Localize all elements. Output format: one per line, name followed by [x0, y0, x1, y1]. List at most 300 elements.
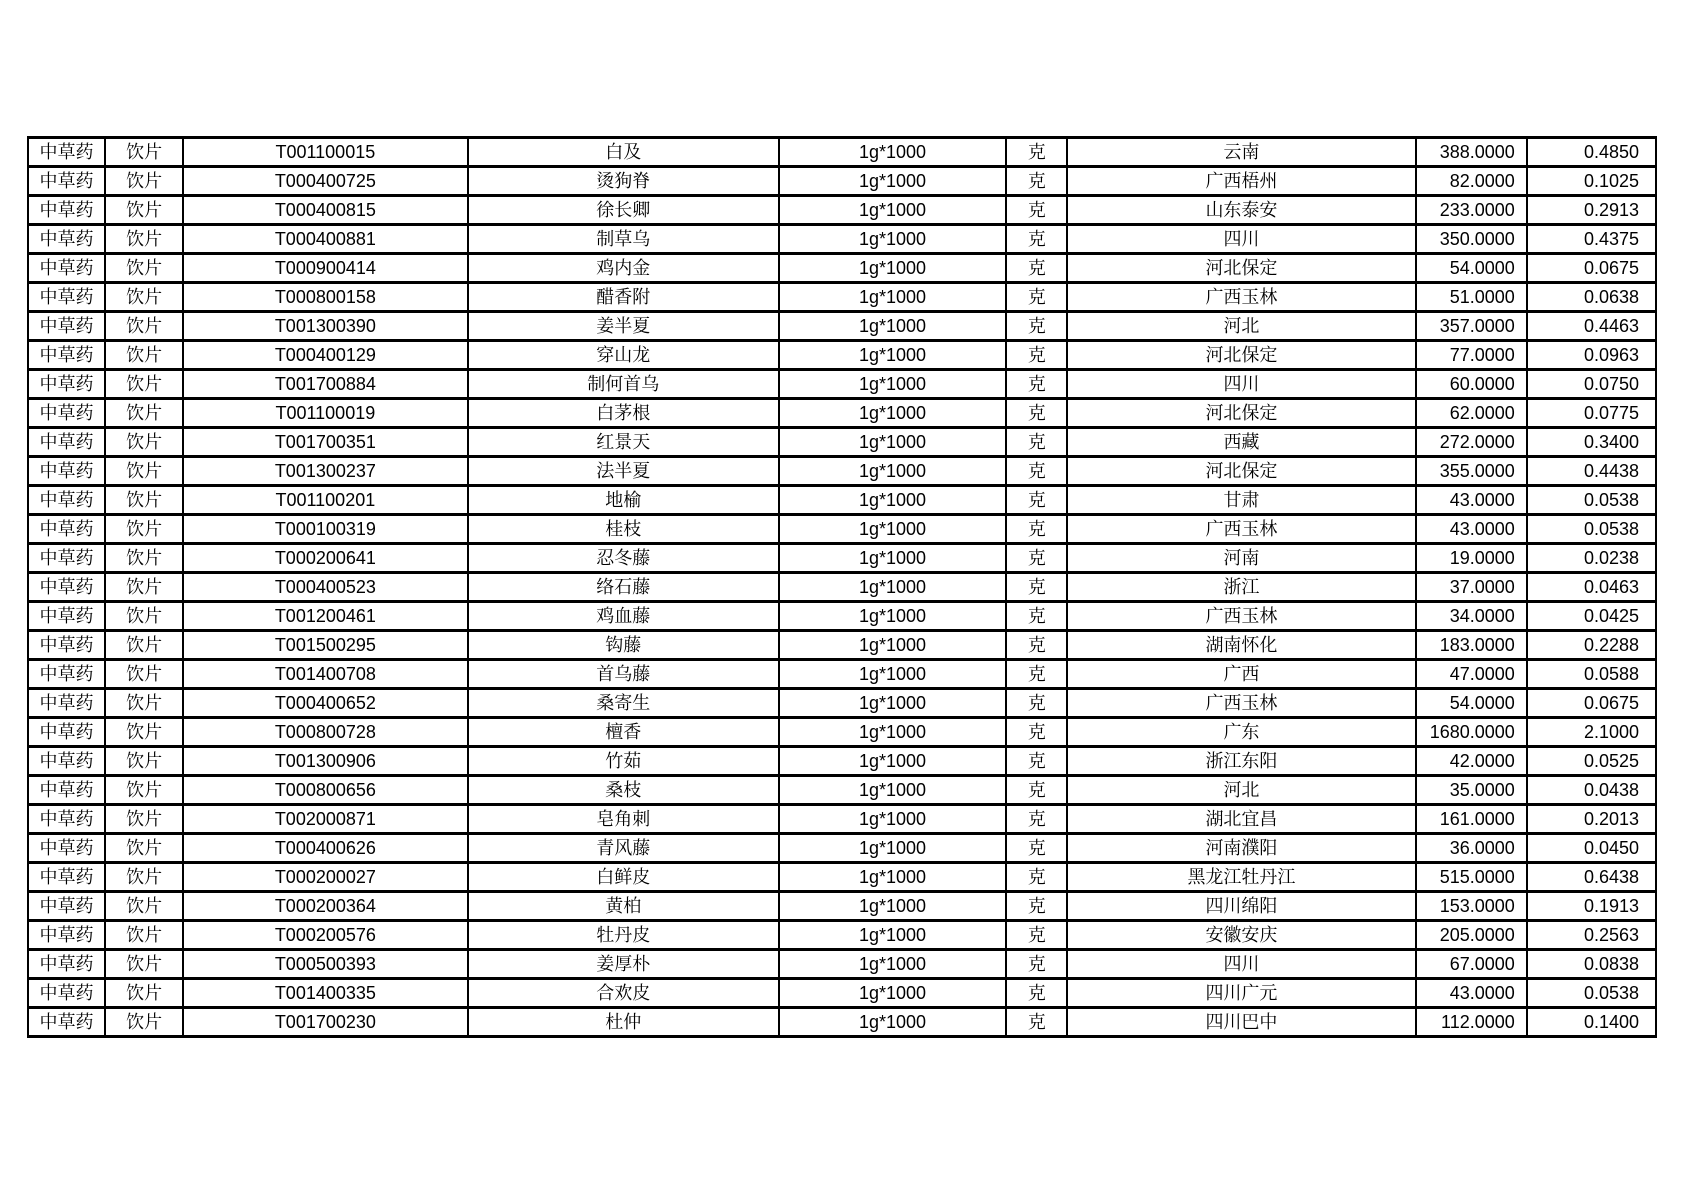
table-row	[28, 834, 1656, 863]
cell-unit: 克	[1006, 283, 1067, 312]
cell-spec: 1g*1000	[779, 341, 1006, 370]
cell-unit_price: 0.1400	[1527, 1008, 1656, 1037]
cell-category: 中草药	[28, 834, 105, 863]
cell-origin: 广西玉林	[1067, 283, 1415, 312]
cell-price: 388.0000	[1416, 138, 1527, 167]
table-row	[28, 660, 1656, 689]
cell-origin: 河北	[1067, 312, 1415, 341]
cell-form: 饮片	[105, 805, 183, 834]
cell-category: 中草药	[28, 979, 105, 1008]
cell-unit_price: 0.2013	[1527, 805, 1656, 834]
cell-product_name: 首乌藤	[468, 660, 779, 689]
cell-spec: 1g*1000	[779, 776, 1006, 805]
table-row	[28, 283, 1656, 312]
cell-unit_price: 0.2913	[1527, 196, 1656, 225]
cell-form: 饮片	[105, 138, 183, 167]
cell-form: 饮片	[105, 283, 183, 312]
cell-unit_price: 0.0525	[1527, 747, 1656, 776]
cell-product_name: 白茅根	[468, 399, 779, 428]
cell-unit: 克	[1006, 689, 1067, 718]
cell-product_name: 白及	[468, 138, 779, 167]
cell-origin: 四川	[1067, 950, 1415, 979]
cell-unit_price: 0.0588	[1527, 660, 1656, 689]
table-row	[28, 747, 1656, 776]
cell-category: 中草药	[28, 225, 105, 254]
cell-spec: 1g*1000	[779, 747, 1006, 776]
table-row	[28, 631, 1656, 660]
cell-product_name: 法半夏	[468, 457, 779, 486]
cell-unit: 克	[1006, 225, 1067, 254]
cell-price: 43.0000	[1416, 979, 1527, 1008]
cell-spec: 1g*1000	[779, 283, 1006, 312]
cell-spec: 1g*1000	[779, 979, 1006, 1008]
table-row	[28, 602, 1656, 631]
cell-origin: 河北保定	[1067, 341, 1415, 370]
table-row	[28, 312, 1656, 341]
cell-unit_price: 0.4375	[1527, 225, 1656, 254]
cell-form: 饮片	[105, 979, 183, 1008]
cell-category: 中草药	[28, 602, 105, 631]
cell-origin: 河北	[1067, 776, 1415, 805]
cell-category: 中草药	[28, 747, 105, 776]
cell-unit_price: 0.4463	[1527, 312, 1656, 341]
cell-price: 272.0000	[1416, 428, 1527, 457]
cell-price: 67.0000	[1416, 950, 1527, 979]
cell-unit_price: 0.2288	[1527, 631, 1656, 660]
cell-unit: 克	[1006, 370, 1067, 399]
cell-unit_price: 0.3400	[1527, 428, 1656, 457]
cell-origin: 河北保定	[1067, 254, 1415, 283]
cell-product_code: T001100201	[183, 486, 467, 515]
cell-spec: 1g*1000	[779, 805, 1006, 834]
cell-product_name: 络石藤	[468, 573, 779, 602]
cell-unit: 克	[1006, 138, 1067, 167]
cell-spec: 1g*1000	[779, 718, 1006, 747]
table-row	[28, 863, 1656, 892]
cell-unit_price: 0.0750	[1527, 370, 1656, 399]
table-row	[28, 805, 1656, 834]
cell-origin: 广西	[1067, 660, 1415, 689]
cell-form: 饮片	[105, 515, 183, 544]
cell-price: 36.0000	[1416, 834, 1527, 863]
cell-spec: 1g*1000	[779, 573, 1006, 602]
cell-price: 51.0000	[1416, 283, 1527, 312]
cell-spec: 1g*1000	[779, 631, 1006, 660]
cell-form: 饮片	[105, 486, 183, 515]
cell-form: 饮片	[105, 196, 183, 225]
cell-price: 112.0000	[1416, 1008, 1527, 1037]
table-row	[28, 950, 1656, 979]
cell-category: 中草药	[28, 167, 105, 196]
cell-category: 中草药	[28, 341, 105, 370]
table-row	[28, 486, 1656, 515]
cell-unit: 克	[1006, 312, 1067, 341]
table-row	[28, 515, 1656, 544]
table-row	[28, 892, 1656, 921]
cell-form: 饮片	[105, 370, 183, 399]
cell-price: 355.0000	[1416, 457, 1527, 486]
cell-spec: 1g*1000	[779, 167, 1006, 196]
cell-product_name: 穿山龙	[468, 341, 779, 370]
cell-category: 中草药	[28, 573, 105, 602]
cell-unit: 克	[1006, 660, 1067, 689]
cell-category: 中草药	[28, 486, 105, 515]
cell-category: 中草药	[28, 399, 105, 428]
cell-unit_price: 0.0238	[1527, 544, 1656, 573]
cell-unit_price: 0.0538	[1527, 515, 1656, 544]
cell-unit_price: 0.0838	[1527, 950, 1656, 979]
cell-spec: 1g*1000	[779, 312, 1006, 341]
table-row	[28, 196, 1656, 225]
cell-price: 19.0000	[1416, 544, 1527, 573]
cell-unit: 克	[1006, 515, 1067, 544]
cell-category: 中草药	[28, 892, 105, 921]
cell-price: 34.0000	[1416, 602, 1527, 631]
cell-price: 54.0000	[1416, 689, 1527, 718]
cell-product_name: 制何首乌	[468, 370, 779, 399]
cell-spec: 1g*1000	[779, 544, 1006, 573]
cell-origin: 山东泰安	[1067, 196, 1415, 225]
cell-origin: 黑龙江牡丹江	[1067, 863, 1415, 892]
table-row	[28, 341, 1656, 370]
cell-product_code: T000500393	[183, 950, 467, 979]
cell-product_code: T002000871	[183, 805, 467, 834]
cell-origin: 甘肃	[1067, 486, 1415, 515]
cell-unit: 克	[1006, 718, 1067, 747]
cell-form: 饮片	[105, 602, 183, 631]
cell-product_code: T001300906	[183, 747, 467, 776]
cell-unit_price: 0.4438	[1527, 457, 1656, 486]
cell-origin: 四川广元	[1067, 979, 1415, 1008]
cell-unit: 克	[1006, 167, 1067, 196]
table-row	[28, 225, 1656, 254]
cell-category: 中草药	[28, 950, 105, 979]
cell-unit: 克	[1006, 254, 1067, 283]
cell-form: 饮片	[105, 428, 183, 457]
table-row	[28, 167, 1656, 196]
cell-product_name: 青风藤	[468, 834, 779, 863]
cell-product_code: T000400815	[183, 196, 467, 225]
cell-product_code: T000200364	[183, 892, 467, 921]
cell-product_code: T000400881	[183, 225, 467, 254]
cell-product_name: 醋香附	[468, 283, 779, 312]
cell-category: 中草药	[28, 631, 105, 660]
cell-unit: 克	[1006, 428, 1067, 457]
cell-product_name: 姜厚朴	[468, 950, 779, 979]
cell-product_code: T000900414	[183, 254, 467, 283]
cell-price: 43.0000	[1416, 486, 1527, 515]
cell-spec: 1g*1000	[779, 834, 1006, 863]
cell-origin: 四川巴中	[1067, 1008, 1415, 1037]
cell-form: 饮片	[105, 225, 183, 254]
cell-price: 233.0000	[1416, 196, 1527, 225]
cell-origin: 广西玉林	[1067, 602, 1415, 631]
cell-unit_price: 0.0450	[1527, 834, 1656, 863]
cell-product_name: 鸡内金	[468, 254, 779, 283]
cell-unit_price: 0.2563	[1527, 921, 1656, 950]
cell-product_code: T000400652	[183, 689, 467, 718]
cell-product_name: 皂角刺	[468, 805, 779, 834]
cell-unit_price: 0.0463	[1527, 573, 1656, 602]
cell-unit: 克	[1006, 776, 1067, 805]
cell-price: 47.0000	[1416, 660, 1527, 689]
cell-spec: 1g*1000	[779, 370, 1006, 399]
cell-product_name: 徐长卿	[468, 196, 779, 225]
table-row	[28, 573, 1656, 602]
cell-price: 62.0000	[1416, 399, 1527, 428]
cell-unit_price: 0.0538	[1527, 486, 1656, 515]
cell-unit: 克	[1006, 921, 1067, 950]
cell-price: 350.0000	[1416, 225, 1527, 254]
cell-form: 饮片	[105, 167, 183, 196]
cell-product_name: 桑寄生	[468, 689, 779, 718]
cell-product_code: T001100015	[183, 138, 467, 167]
cell-unit_price: 0.4850	[1527, 138, 1656, 167]
cell-spec: 1g*1000	[779, 254, 1006, 283]
herb-price-table	[27, 136, 1657, 1038]
cell-form: 饮片	[105, 631, 183, 660]
cell-spec: 1g*1000	[779, 602, 1006, 631]
cell-spec: 1g*1000	[779, 486, 1006, 515]
cell-spec: 1g*1000	[779, 892, 1006, 921]
cell-price: 42.0000	[1416, 747, 1527, 776]
cell-product_code: T000200576	[183, 921, 467, 950]
cell-price: 37.0000	[1416, 573, 1527, 602]
cell-price: 54.0000	[1416, 254, 1527, 283]
cell-category: 中草药	[28, 283, 105, 312]
cell-origin: 广东	[1067, 718, 1415, 747]
cell-category: 中草药	[28, 660, 105, 689]
cell-category: 中草药	[28, 428, 105, 457]
cell-product_code: T001300390	[183, 312, 467, 341]
cell-category: 中草药	[28, 196, 105, 225]
cell-spec: 1g*1000	[779, 225, 1006, 254]
cell-unit: 克	[1006, 631, 1067, 660]
cell-category: 中草药	[28, 370, 105, 399]
cell-price: 60.0000	[1416, 370, 1527, 399]
cell-product_code: T000400523	[183, 573, 467, 602]
cell-product_code: T000400725	[183, 167, 467, 196]
cell-spec: 1g*1000	[779, 660, 1006, 689]
cell-unit: 克	[1006, 979, 1067, 1008]
cell-price: 77.0000	[1416, 341, 1527, 370]
table-row	[28, 921, 1656, 950]
cell-spec: 1g*1000	[779, 196, 1006, 225]
cell-category: 中草药	[28, 254, 105, 283]
cell-product_code: T000800656	[183, 776, 467, 805]
cell-category: 中草药	[28, 718, 105, 747]
table-row	[28, 399, 1656, 428]
cell-unit: 克	[1006, 196, 1067, 225]
cell-origin: 云南	[1067, 138, 1415, 167]
cell-product_name: 桑枝	[468, 776, 779, 805]
cell-product_name: 白鲜皮	[468, 863, 779, 892]
cell-product_name: 杜仲	[468, 1008, 779, 1037]
cell-product_name: 合欢皮	[468, 979, 779, 1008]
cell-origin: 四川	[1067, 225, 1415, 254]
cell-product_code: T001700230	[183, 1008, 467, 1037]
cell-origin: 安徽安庆	[1067, 921, 1415, 950]
cell-price: 357.0000	[1416, 312, 1527, 341]
cell-spec: 1g*1000	[779, 515, 1006, 544]
cell-category: 中草药	[28, 921, 105, 950]
cell-unit_price: 0.0675	[1527, 254, 1656, 283]
cell-product_code: T000100319	[183, 515, 467, 544]
cell-product_code: T001400335	[183, 979, 467, 1008]
cell-unit: 克	[1006, 747, 1067, 776]
cell-unit: 克	[1006, 602, 1067, 631]
cell-price: 515.0000	[1416, 863, 1527, 892]
cell-category: 中草药	[28, 805, 105, 834]
cell-category: 中草药	[28, 863, 105, 892]
cell-category: 中草药	[28, 138, 105, 167]
cell-product_name: 牡丹皮	[468, 921, 779, 950]
table-body	[28, 138, 1656, 1037]
cell-origin: 四川绵阳	[1067, 892, 1415, 921]
cell-form: 饮片	[105, 776, 183, 805]
cell-unit: 克	[1006, 892, 1067, 921]
cell-unit: 克	[1006, 950, 1067, 979]
cell-origin: 湖南怀化	[1067, 631, 1415, 660]
cell-product_name: 烫狗脊	[468, 167, 779, 196]
cell-origin: 河南	[1067, 544, 1415, 573]
cell-product_name: 制草乌	[468, 225, 779, 254]
cell-category: 中草药	[28, 689, 105, 718]
cell-spec: 1g*1000	[779, 689, 1006, 718]
cell-unit_price: 0.6438	[1527, 863, 1656, 892]
cell-price: 1680.0000	[1416, 718, 1527, 747]
cell-form: 饮片	[105, 544, 183, 573]
cell-product_name: 钩藤	[468, 631, 779, 660]
cell-form: 饮片	[105, 718, 183, 747]
cell-unit: 克	[1006, 486, 1067, 515]
cell-product_code: T000800158	[183, 283, 467, 312]
cell-form: 饮片	[105, 834, 183, 863]
cell-spec: 1g*1000	[779, 863, 1006, 892]
cell-unit_price: 0.1913	[1527, 892, 1656, 921]
cell-form: 饮片	[105, 254, 183, 283]
cell-form: 饮片	[105, 747, 183, 776]
cell-unit_price: 0.0538	[1527, 979, 1656, 1008]
cell-spec: 1g*1000	[779, 921, 1006, 950]
cell-origin: 湖北宜昌	[1067, 805, 1415, 834]
cell-price: 35.0000	[1416, 776, 1527, 805]
cell-product_code: T000800728	[183, 718, 467, 747]
cell-form: 饮片	[105, 573, 183, 602]
cell-form: 饮片	[105, 921, 183, 950]
cell-product_name: 桂枝	[468, 515, 779, 544]
table-row	[28, 254, 1656, 283]
table-row	[28, 689, 1656, 718]
cell-spec: 1g*1000	[779, 950, 1006, 979]
cell-product_name: 忍冬藤	[468, 544, 779, 573]
cell-unit_price: 0.0438	[1527, 776, 1656, 805]
cell-product_name: 竹茹	[468, 747, 779, 776]
cell-product_name: 姜半夏	[468, 312, 779, 341]
cell-category: 中草药	[28, 312, 105, 341]
table-row	[28, 428, 1656, 457]
cell-product_code: T000200641	[183, 544, 467, 573]
cell-unit: 克	[1006, 457, 1067, 486]
cell-price: 153.0000	[1416, 892, 1527, 921]
cell-unit_price: 0.0638	[1527, 283, 1656, 312]
table-row	[28, 370, 1656, 399]
cell-product_code: T001100019	[183, 399, 467, 428]
cell-product_code: T001500295	[183, 631, 467, 660]
cell-category: 中草药	[28, 544, 105, 573]
cell-form: 饮片	[105, 863, 183, 892]
cell-form: 饮片	[105, 1008, 183, 1037]
cell-spec: 1g*1000	[779, 1008, 1006, 1037]
cell-unit_price: 0.0963	[1527, 341, 1656, 370]
cell-form: 饮片	[105, 341, 183, 370]
cell-spec: 1g*1000	[779, 138, 1006, 167]
cell-unit: 克	[1006, 805, 1067, 834]
table-row	[28, 979, 1656, 1008]
cell-form: 饮片	[105, 660, 183, 689]
cell-spec: 1g*1000	[779, 428, 1006, 457]
cell-unit: 克	[1006, 863, 1067, 892]
cell-unit_price: 0.1025	[1527, 167, 1656, 196]
cell-product_name: 鸡血藤	[468, 602, 779, 631]
cell-origin: 浙江东阳	[1067, 747, 1415, 776]
cell-product_name: 檀香	[468, 718, 779, 747]
cell-origin: 河北保定	[1067, 399, 1415, 428]
cell-spec: 1g*1000	[779, 457, 1006, 486]
cell-origin: 四川	[1067, 370, 1415, 399]
cell-price: 161.0000	[1416, 805, 1527, 834]
cell-product_code: T000200027	[183, 863, 467, 892]
cell-product_code: T001400708	[183, 660, 467, 689]
cell-form: 饮片	[105, 312, 183, 341]
cell-spec: 1g*1000	[779, 399, 1006, 428]
cell-origin: 广西玉林	[1067, 515, 1415, 544]
cell-unit: 克	[1006, 544, 1067, 573]
cell-product_code: T001700351	[183, 428, 467, 457]
cell-unit_price: 0.0775	[1527, 399, 1656, 428]
cell-origin: 广西玉林	[1067, 689, 1415, 718]
cell-form: 饮片	[105, 950, 183, 979]
cell-form: 饮片	[105, 892, 183, 921]
table-row	[28, 1008, 1656, 1037]
cell-origin: 浙江	[1067, 573, 1415, 602]
table-row	[28, 544, 1656, 573]
cell-category: 中草药	[28, 776, 105, 805]
cell-unit: 克	[1006, 341, 1067, 370]
cell-product_code: T000400626	[183, 834, 467, 863]
cell-unit_price: 0.0425	[1527, 602, 1656, 631]
cell-unit_price: 2.1000	[1527, 718, 1656, 747]
cell-product_code: T001700884	[183, 370, 467, 399]
table-row	[28, 718, 1656, 747]
cell-product_code: T001300237	[183, 457, 467, 486]
table-row	[28, 457, 1656, 486]
cell-product_code: T001200461	[183, 602, 467, 631]
cell-origin: 河南濮阳	[1067, 834, 1415, 863]
cell-unit: 克	[1006, 573, 1067, 602]
cell-product_code: T000400129	[183, 341, 467, 370]
cell-form: 饮片	[105, 399, 183, 428]
cell-unit: 克	[1006, 834, 1067, 863]
table-row	[28, 138, 1656, 167]
cell-product_name: 红景天	[468, 428, 779, 457]
cell-unit_price: 0.0675	[1527, 689, 1656, 718]
cell-origin: 广西梧州	[1067, 167, 1415, 196]
table-row	[28, 776, 1656, 805]
cell-category: 中草药	[28, 515, 105, 544]
cell-unit: 克	[1006, 1008, 1067, 1037]
cell-unit: 克	[1006, 399, 1067, 428]
